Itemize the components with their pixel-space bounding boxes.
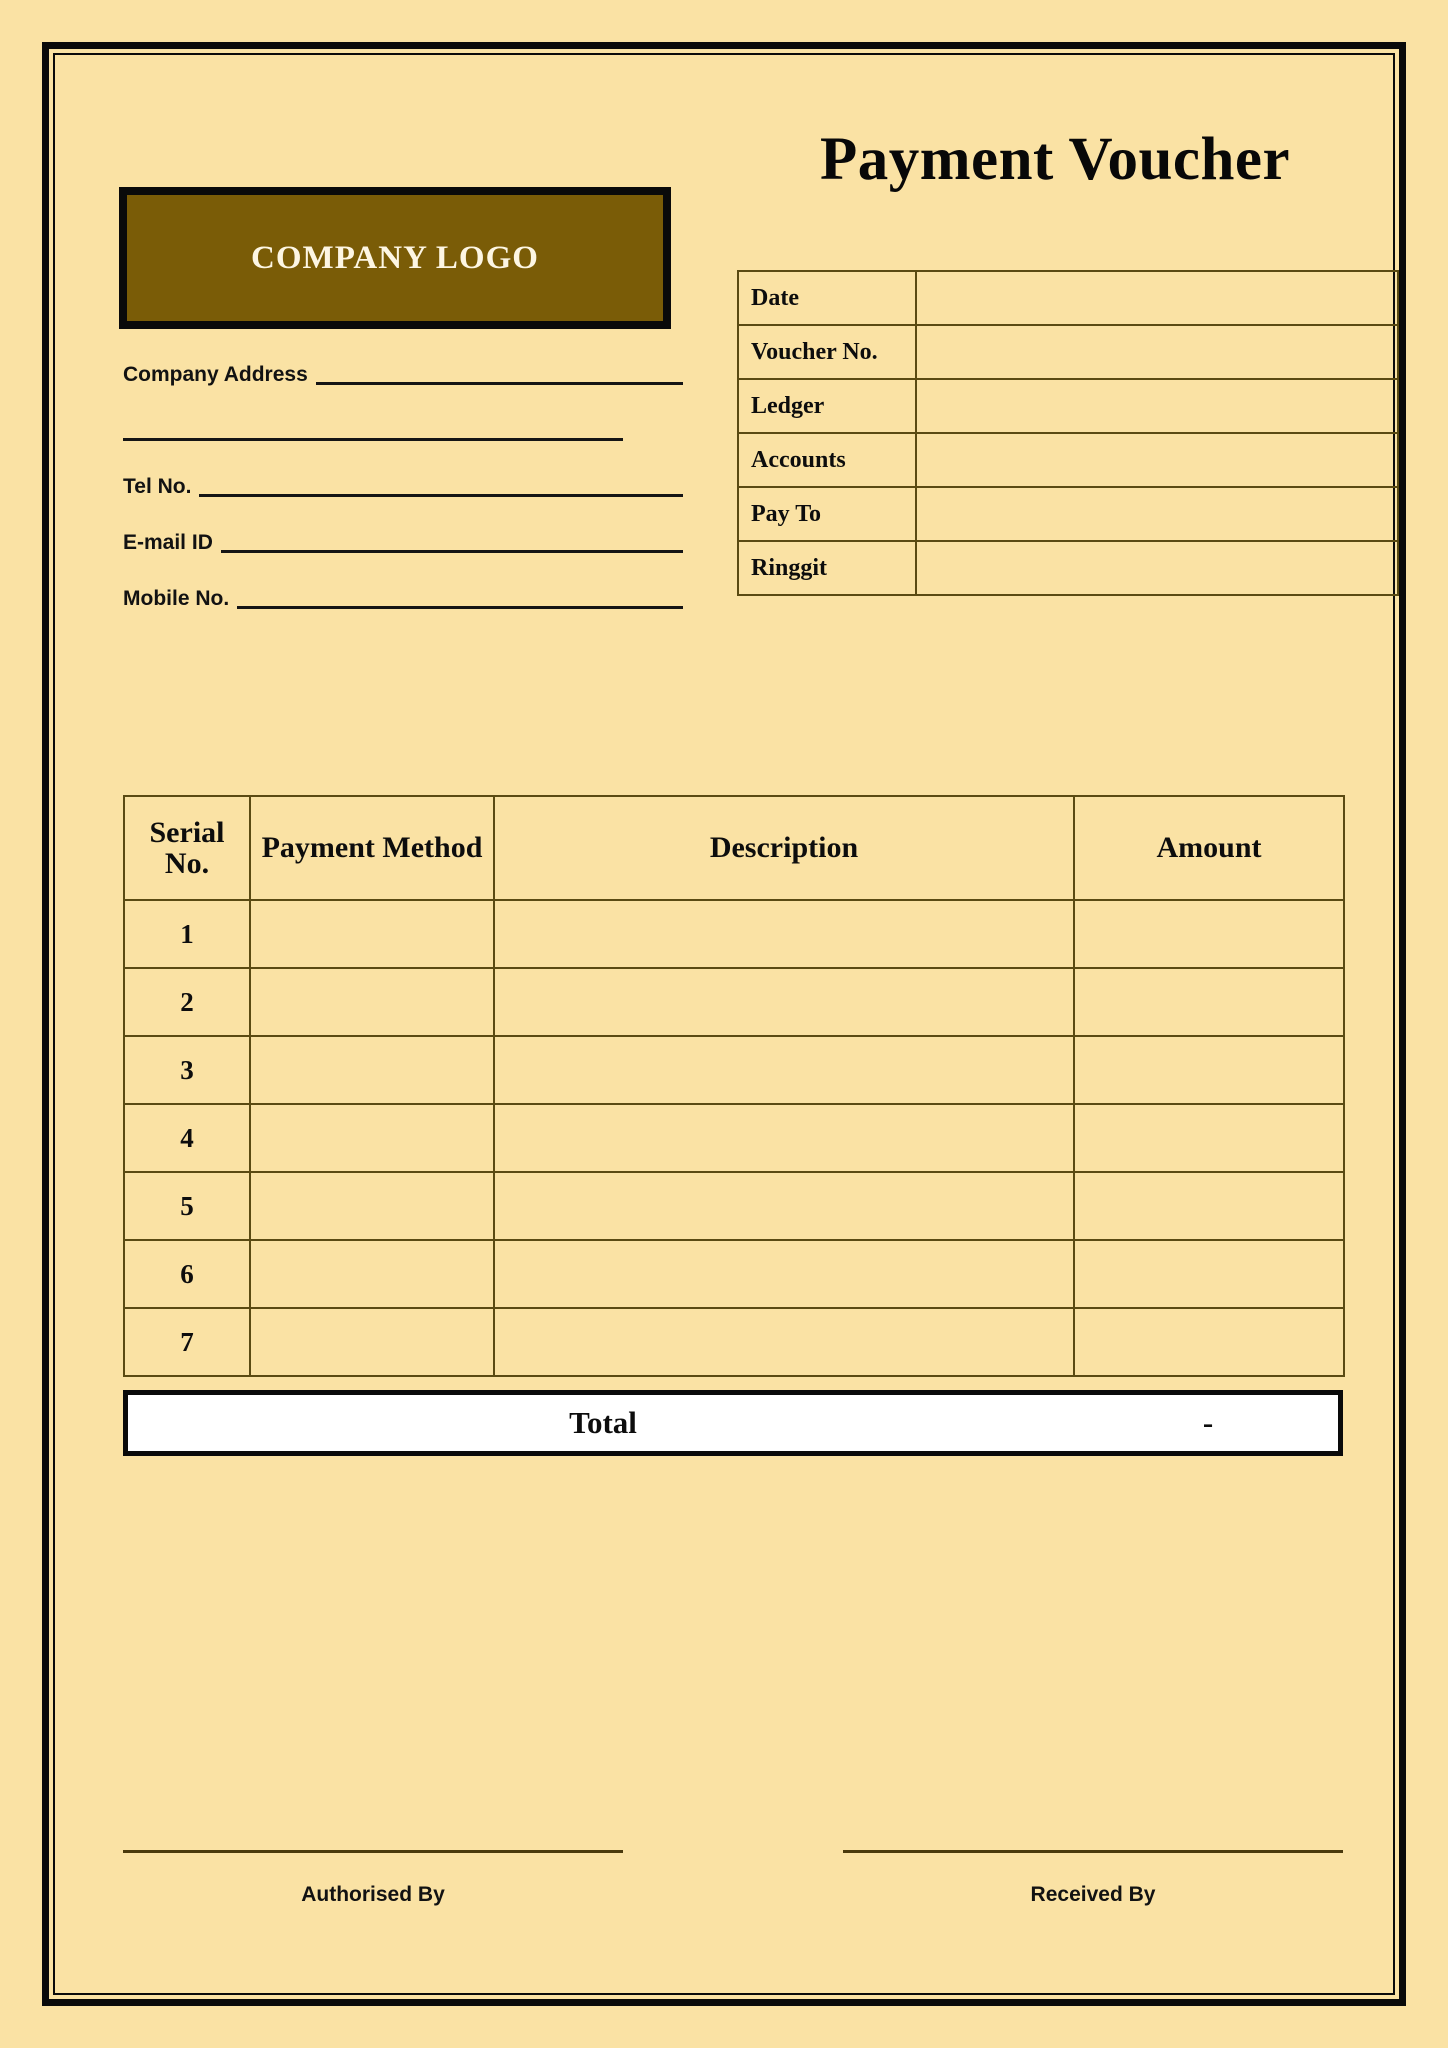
- items-header-serial: Serial No.: [124, 796, 250, 900]
- cell-method-3[interactable]: [250, 1036, 494, 1104]
- voucher-info-table: [737, 270, 1399, 596]
- company-logo-box[interactable]: [119, 187, 671, 329]
- cell-method-7[interactable]: [250, 1308, 494, 1376]
- company-logo-label: COMPANY LOGO: [251, 239, 539, 276]
- info-label-ledger: Ledger: [738, 379, 916, 433]
- info-value-date[interactable]: [916, 271, 1398, 325]
- company-address-input-2[interactable]: [123, 422, 623, 441]
- info-label-ringgit: Ringgit: [738, 541, 916, 595]
- info-value-ledger[interactable]: [916, 379, 1398, 433]
- info-label-voucher-no: Voucher No.: [738, 325, 916, 379]
- cell-description-7[interactable]: [494, 1308, 1074, 1376]
- table-row: [124, 1308, 1344, 1376]
- company-mobile-label: Mobile No.: [123, 587, 230, 610]
- info-row-voucher-no: [738, 325, 1398, 379]
- items-header-payment-method: Payment Method: [250, 796, 494, 900]
- company-mobile-input[interactable]: [237, 590, 683, 609]
- cell-amount-2[interactable]: [1074, 968, 1344, 1036]
- cell-method-2[interactable]: [250, 968, 494, 1036]
- items-section: [123, 795, 1343, 1456]
- authorised-by-line[interactable]: [123, 1848, 623, 1853]
- cell-serial-4: 4: [124, 1104, 250, 1172]
- cell-method-1[interactable]: [250, 900, 494, 968]
- info-row-ledger: [738, 379, 1398, 433]
- info-label-date: Date: [738, 271, 916, 325]
- info-value-pay-to[interactable]: [916, 487, 1398, 541]
- company-tel-input[interactable]: [199, 478, 683, 497]
- page-title: Payment Voucher: [819, 126, 1291, 193]
- company-mobile-row: [123, 579, 683, 609]
- company-address-row: [123, 355, 683, 385]
- cell-serial-5: 5: [124, 1172, 250, 1240]
- company-tel-row: [123, 467, 683, 497]
- info-value-ringgit[interactable]: [916, 541, 1398, 595]
- cell-method-5[interactable]: [250, 1172, 494, 1240]
- table-row: [124, 1104, 1344, 1172]
- company-tel-label: Tel No.: [123, 475, 192, 498]
- company-email-row: [123, 523, 683, 553]
- cell-serial-7: 7: [124, 1308, 250, 1376]
- info-value-voucher-no[interactable]: [916, 325, 1398, 379]
- info-row-ringgit: [738, 541, 1398, 595]
- cell-amount-6[interactable]: [1074, 1240, 1344, 1308]
- received-by-label: Received By: [1030, 1883, 1156, 1906]
- signature-section: [123, 1848, 1343, 1907]
- total-row: [123, 1390, 1343, 1456]
- document-header: [105, 105, 1343, 610]
- items-table: [123, 795, 1345, 1377]
- cell-description-6[interactable]: [494, 1240, 1074, 1308]
- cell-amount-3[interactable]: [1074, 1036, 1344, 1104]
- table-row: [124, 968, 1344, 1036]
- items-header-description: Description: [494, 796, 1074, 900]
- cell-description-1[interactable]: [494, 900, 1074, 968]
- page-border-outer: [42, 42, 1406, 2006]
- cell-amount-1[interactable]: [1074, 900, 1344, 968]
- table-row: [124, 900, 1344, 968]
- received-by-line[interactable]: [843, 1848, 1343, 1853]
- info-row-pay-to: [738, 487, 1398, 541]
- table-row: [124, 1240, 1344, 1308]
- cell-method-6[interactable]: [250, 1240, 494, 1308]
- company-address-row-2: [123, 411, 683, 441]
- company-email-label: E-mail ID: [123, 531, 213, 554]
- cell-description-2[interactable]: [494, 968, 1074, 1036]
- total-value: -: [1202, 1405, 1214, 1440]
- authorised-by-block: [123, 1848, 623, 1907]
- info-label-accounts: Accounts: [738, 433, 916, 487]
- cell-serial-3: 3: [124, 1036, 250, 1104]
- cell-serial-2: 2: [124, 968, 250, 1036]
- company-email-input[interactable]: [221, 534, 683, 553]
- cell-description-4[interactable]: [494, 1104, 1074, 1172]
- cell-method-4[interactable]: [250, 1104, 494, 1172]
- company-contact-block: [123, 355, 683, 635]
- cell-amount-4[interactable]: [1074, 1104, 1344, 1172]
- company-address-input[interactable]: [316, 366, 683, 385]
- items-header-amount: Amount: [1074, 796, 1344, 900]
- cell-amount-7[interactable]: [1074, 1308, 1344, 1376]
- page-content: [105, 105, 1343, 1943]
- info-value-accounts[interactable]: [916, 433, 1398, 487]
- cell-description-5[interactable]: [494, 1172, 1074, 1240]
- info-label-pay-to: Pay To: [738, 487, 916, 541]
- cell-amount-5[interactable]: [1074, 1172, 1344, 1240]
- info-row-accounts: [738, 433, 1398, 487]
- cell-serial-6: 6: [124, 1240, 250, 1308]
- items-header-row: [124, 796, 1344, 900]
- table-row: [124, 1172, 1344, 1240]
- company-address-label: Company Address: [123, 363, 308, 386]
- info-row-date: [738, 271, 1398, 325]
- cell-description-3[interactable]: [494, 1036, 1074, 1104]
- received-by-block: [843, 1848, 1343, 1907]
- total-label: Total: [569, 1405, 637, 1440]
- cell-serial-1: 1: [124, 900, 250, 968]
- table-row: [124, 1036, 1344, 1104]
- authorised-by-label: Authorised By: [301, 1883, 445, 1906]
